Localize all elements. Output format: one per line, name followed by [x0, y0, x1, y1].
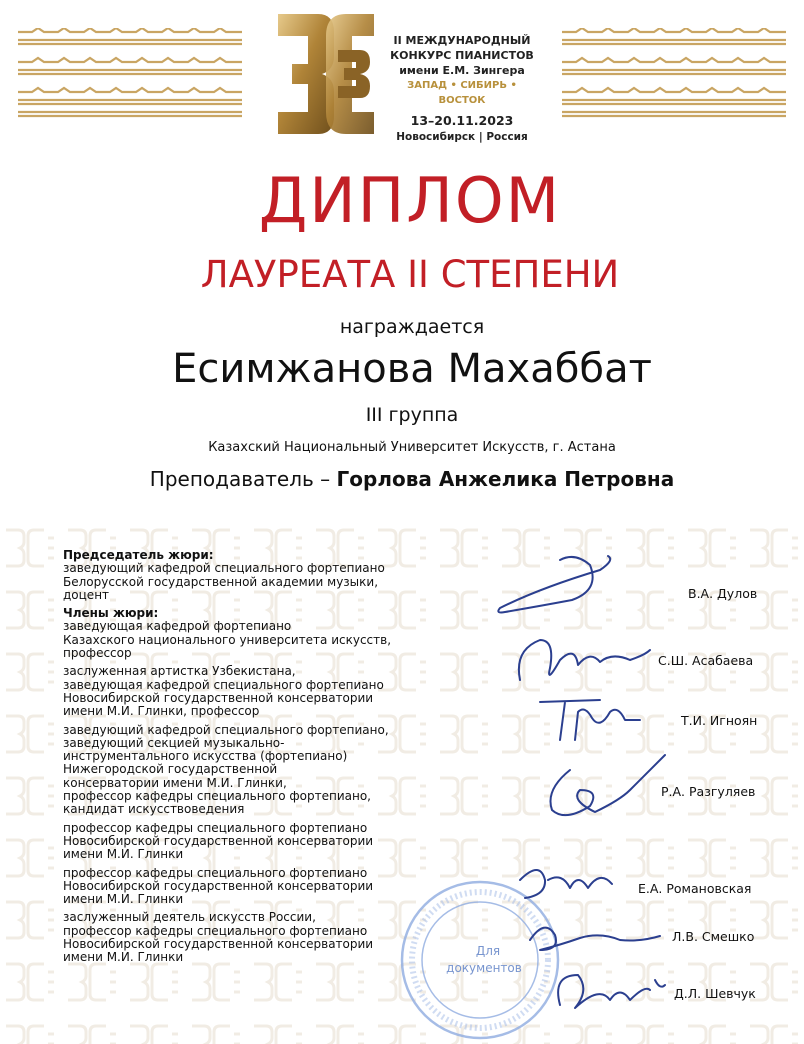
decorative-stripes-left: [18, 28, 242, 120]
teacher-name: Горлова Анжелика Петровна: [336, 467, 675, 491]
header-line-1: II МЕЖДУНАРОДНЫЙ: [393, 34, 531, 47]
awarded-label: награждается: [339, 316, 485, 338]
signatory-4: Р.А. Разгуляев: [661, 784, 756, 799]
signatory-2: С.Ш. Асабаева: [658, 653, 754, 668]
competition-logo-mark: [274, 10, 378, 138]
jury-chair-description: заведующий кафедрой специального фортепиано Белорусской государственной академии музыки, доцент: [63, 561, 385, 602]
signatory-6: Л.В. Смешко: [672, 929, 755, 944]
teacher-label: Преподаватель –: [149, 467, 337, 491]
laureate-name: Есимжанова Махаббат: [172, 346, 652, 392]
jury-chair-heading: Председатель жюри:: [63, 548, 214, 562]
teacher-line: [0, 467, 804, 491]
jury-member-5-description: профессор кафедры специального фортепиано Новосибирской государственной консерватории имени М.И. Глинки: [63, 865, 374, 907]
signatory-5: Е.А. Романовская: [638, 881, 752, 896]
jury-member-3-description: заведующий кафедрой специального фортепиано, заведующий секцией музыкально- инструментального искусства (фортепиано) Нижегородской государственной консерватории имени М.И. Глинки, профессор кафедры специального фортепиано, кандидат искусствоведения: [63, 722, 389, 817]
stamp-line-1: Для: [475, 944, 501, 958]
laureate-group: III группа: [365, 404, 459, 426]
jury-member-1-description: заведующая кафедрой фортепиано Казахского национального университета искусств, профессор: [63, 619, 392, 661]
jury-member-4-description: профессор кафедры специального фортепиано Новосибирской государственной консерватории имени М.И. Глинки: [63, 820, 374, 862]
jury-member-6-description: заслуженный деятель искусств России, профессор кафедры специального фортепиано Новосибирской государственной консерватории имени М.И. Глинки: [63, 910, 374, 965]
diploma-title: ДИПЛОМ: [258, 164, 562, 237]
signatory-3: Т.И. Игноян: [681, 713, 758, 728]
header-location: Новосибирск | Россия: [396, 131, 528, 143]
header-line-2: КОНКУРС ПИАНИСТОВ: [390, 49, 534, 62]
header-dates: 13–20.11.2023: [410, 113, 514, 128]
competition-header-text: [382, 33, 542, 145]
diploma-subtitle: ЛАУРЕАТА II СТЕПЕНИ: [200, 253, 620, 296]
stamp-line-2: документов: [446, 961, 522, 975]
jury-members-heading: Члены жюри:: [63, 606, 159, 621]
signatory-7: Д.Л. Шевчук: [674, 986, 756, 1001]
header-motto: ЗАПАД • СИБИРЬ • ВОСТОК: [407, 80, 517, 106]
header-line-3: имени Е.М. Зингера: [399, 64, 525, 77]
decorative-stripes-right: [562, 28, 786, 120]
jury-list: [63, 549, 443, 970]
laureate-institution: Казахский Национальный Университет Искусств, г. Астана: [208, 440, 616, 455]
jury-member-2-description: заслуженная артистка Узбекистана, заведующая кафедрой специального фортепиано Новосибирской государственной консерватории имени М.И. Глинки, профессор: [63, 664, 384, 719]
signatory-1: В.А. Дулов: [688, 586, 758, 601]
